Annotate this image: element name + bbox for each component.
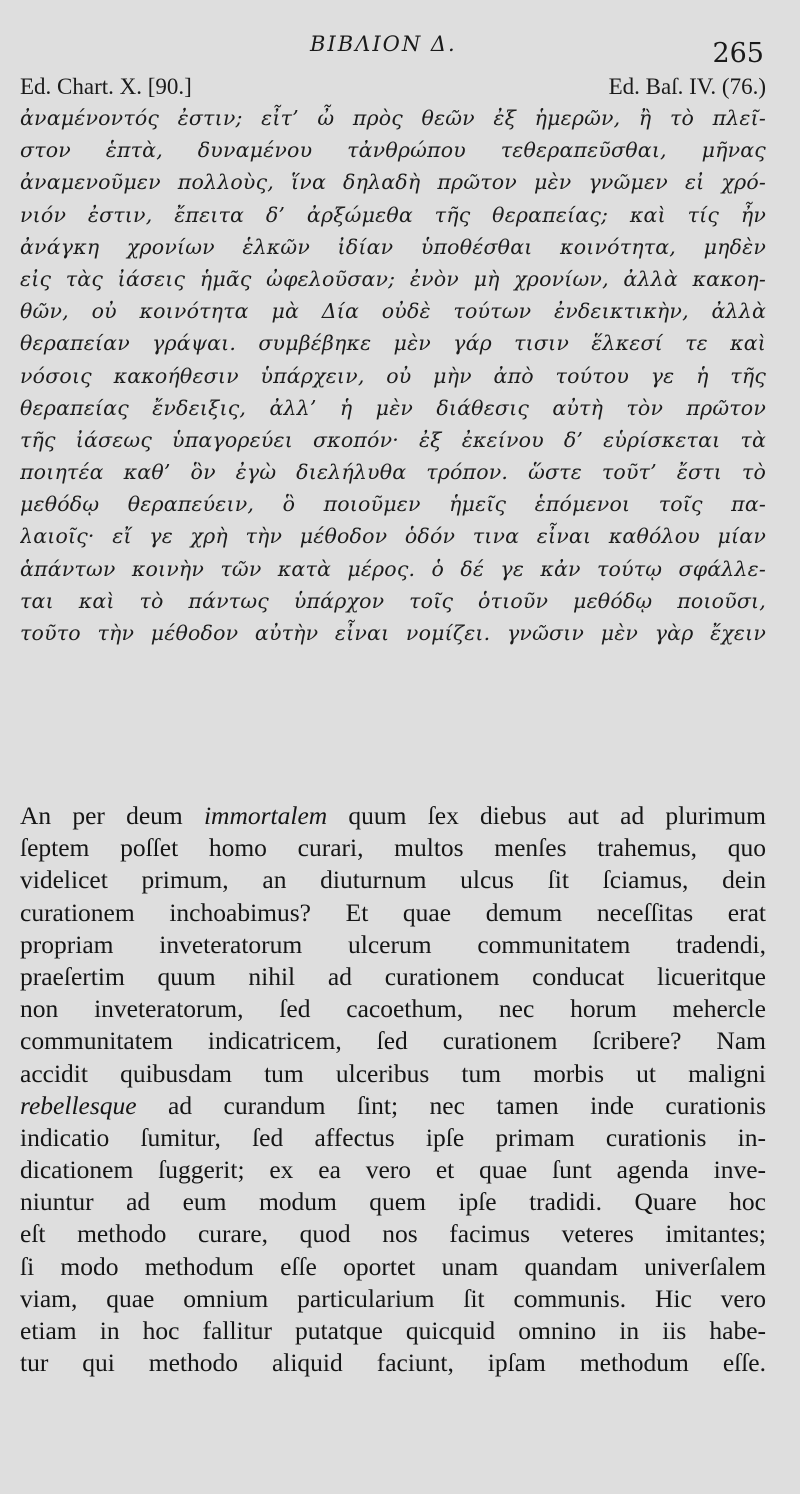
latin-text-line bbox=[20, 1251, 766, 1283]
latin-text-line bbox=[20, 1218, 766, 1250]
edition-reference-line bbox=[20, 74, 766, 104]
text-segment: ſeptem poſſet homo curari, multos menſes trahemus, quo bbox=[20, 833, 766, 863]
text-segment: propriam inveteratorum ulcerum communitatem tradendi, bbox=[20, 929, 766, 959]
latin-text-line bbox=[20, 961, 766, 993]
greek-text-line: ἀναμένοντός ἐστιν; εἶτ’ ὦ πρὸς θεῶν ἐξ ἡμερῶν, ἢ τὸ πλεῖ- bbox=[20, 106, 766, 130]
greek-text-line: ποιητέα καθ’ ὃν ἐγὼ διελήλυθα τρόπον. ὥστε τοῦτ’ ἔστι τὸ bbox=[20, 460, 766, 485]
edition-basel-reference: Ed. Baſ. IV. (76.) bbox=[608, 74, 766, 99]
text-segment: indicatio ſumitur, ſed affectus ipſe primam curationis in- bbox=[20, 1122, 766, 1152]
text-segment: tur qui methodo aliquid faciunt, ipſam methodum eſſe. bbox=[20, 1348, 766, 1378]
latin-text-line bbox=[20, 1315, 766, 1347]
text-segment: curationem inchoabimus? Et quae demum neceſſitas erat bbox=[20, 897, 766, 927]
latin-text-line bbox=[20, 1122, 766, 1154]
latin-text-line bbox=[20, 1025, 766, 1057]
greek-text-line: θεραπείαν γράψαι. συμβέβηκε μὲν γάρ τισιν ἕλκεσί τε καὶ bbox=[20, 331, 766, 356]
latin-text-line bbox=[20, 929, 766, 961]
latin-text-line bbox=[20, 993, 766, 1025]
running-title: BIBΛIΟN Δ. bbox=[310, 32, 457, 56]
text-segment: An per deum bbox=[20, 801, 204, 830]
greek-text-line: τῆς ἰάσεως ὑπαγορεύει σκοπόν· ἐξ ἐκείνου δ’ εὑρίσκεται τὰ bbox=[20, 427, 766, 452]
latin-text-line bbox=[20, 1283, 766, 1315]
greek-text-line: εἰς τὰς ἰάσεις ἡμᾶς ὠφελοῦσαν; ἐνὸν μὴ χρονίων, ἀλλὰ κακοη- bbox=[20, 266, 766, 291]
greek-text-line: ἁπάντων κοινὴν τῶν κατὰ μέρος. ὁ δέ γε κἀν τούτῳ σφάλλε- bbox=[20, 556, 766, 581]
latin-text-line bbox=[20, 832, 766, 864]
text-segment: eſt methodo curare, quod nos facimus veteres imitantes; bbox=[20, 1219, 766, 1249]
latin-text-line bbox=[20, 897, 766, 929]
greek-text-line: ται καὶ τὸ πάντως ὑπάρχον τοῖς ὁτιοῦν μεθόδῳ ποιοῦσι, bbox=[20, 588, 766, 613]
latin-text-line bbox=[20, 1058, 766, 1090]
text-segment: ad curandum ſint; nec tamen inde curationis bbox=[136, 1090, 766, 1120]
latin-text-line bbox=[20, 864, 766, 896]
greek-text-line: τοῦτο τὴν μέθοδον αὐτὴν εἶναι νομίζει. γνῶσιν μὲν γὰρ ἔχειν bbox=[20, 621, 766, 645]
text-segment: ſi modo methodum eſſe oportet unam quandam univerſalem bbox=[20, 1251, 766, 1281]
greek-text-line: λαιοῖς· εἴ γε χρὴ τὴν μέθοδον ὁδόν τινα εἶναι καθόλου μίαν bbox=[20, 524, 766, 549]
text-segment: viam, quae omnium particularium ſit communis. Hic vero bbox=[20, 1283, 766, 1313]
latin-translation-block bbox=[20, 800, 766, 1379]
latin-text-line bbox=[20, 1154, 766, 1186]
greek-text-line: ἀνάγκη χρονίων ἑλκῶν ἰδίαν ὑποθέσθαι κοινότητα, μηδὲν bbox=[20, 234, 766, 259]
italic-emphasis: rebellesque bbox=[20, 1090, 137, 1120]
latin-text-line bbox=[20, 1347, 766, 1379]
greek-text-line: ἀναμενοῦμεν πολλοὺς, ἵνα δηλαδὴ πρῶτον μὲν γνῶμεν εἰ χρό- bbox=[20, 170, 766, 195]
italic-emphasis: immortalem bbox=[203, 801, 328, 830]
greek-text-line: νιόν ἐστιν, ἔπειτα δ’ ἀρξώμεθα τῆς θεραπείας; καὶ τίς ἦν bbox=[20, 202, 766, 227]
greek-text-line: νόσοις κακοήθεσιν ὑπάρχειν, οὐ μὴν ἀπὸ τούτου γε ἡ τῆς bbox=[20, 363, 766, 388]
text-segment: etiam in hoc fallitur putatque quicquid omnino in iis habe- bbox=[20, 1316, 766, 1345]
text-segment: videlicet primum, an diuturnum ulcus ſit ſciamus, dein bbox=[20, 865, 766, 895]
text-segment: non inveteratorum, ſed cacoethum, nec horum mehercle bbox=[20, 994, 766, 1024]
latin-text-line bbox=[20, 800, 766, 832]
greek-text-line: στον ἑπτὰ, δυναμένου τἀνθρώπου τεθεραπεῦσθαι, μῆνας bbox=[20, 138, 766, 163]
running-head bbox=[0, 28, 800, 69]
text-segment: niuntur ad eum modum quem ipſe tradidi. Quare hoc bbox=[20, 1187, 766, 1217]
greek-text-line: θεραπείας ἔνδειξις, ἀλλ’ ἡ μὲν διάθεσις αὐτὴ τὸν πρῶτον bbox=[20, 395, 766, 420]
greek-text-block bbox=[20, 102, 766, 649]
page-number: 265 bbox=[712, 38, 764, 69]
text-segment: communitatem indicatricem, ſed curationem ſcribere? Nam bbox=[20, 1026, 766, 1056]
edition-chartier-reference: Ed. Chart. X. [90.] bbox=[20, 74, 192, 99]
text-segment: quum ſex diebus aut ad plurimum bbox=[327, 801, 766, 830]
latin-text-line bbox=[20, 1090, 766, 1122]
text-segment: accidit quibusdam tum ulceribus tum morbis ut maligni bbox=[20, 1058, 766, 1088]
greek-text-line: μεθόδῳ θεραπεύειν, ὃ ποιοῦμεν ἡμεῖς ἑπόμενοι τοῖς πα- bbox=[20, 492, 766, 517]
text-segment: praeſertim quum nihil ad curationem conducat licueritque bbox=[20, 961, 766, 991]
greek-text-line: θῶν, οὐ κοινότητα μὰ Δία οὐδὲ τούτων ἐνδεικτικὴν, ἀλλὰ bbox=[20, 299, 766, 324]
latin-text-line bbox=[20, 1186, 766, 1218]
text-segment: dicationem ſuggerit; ex ea vero et quae ſunt agenda inve- bbox=[20, 1155, 766, 1185]
